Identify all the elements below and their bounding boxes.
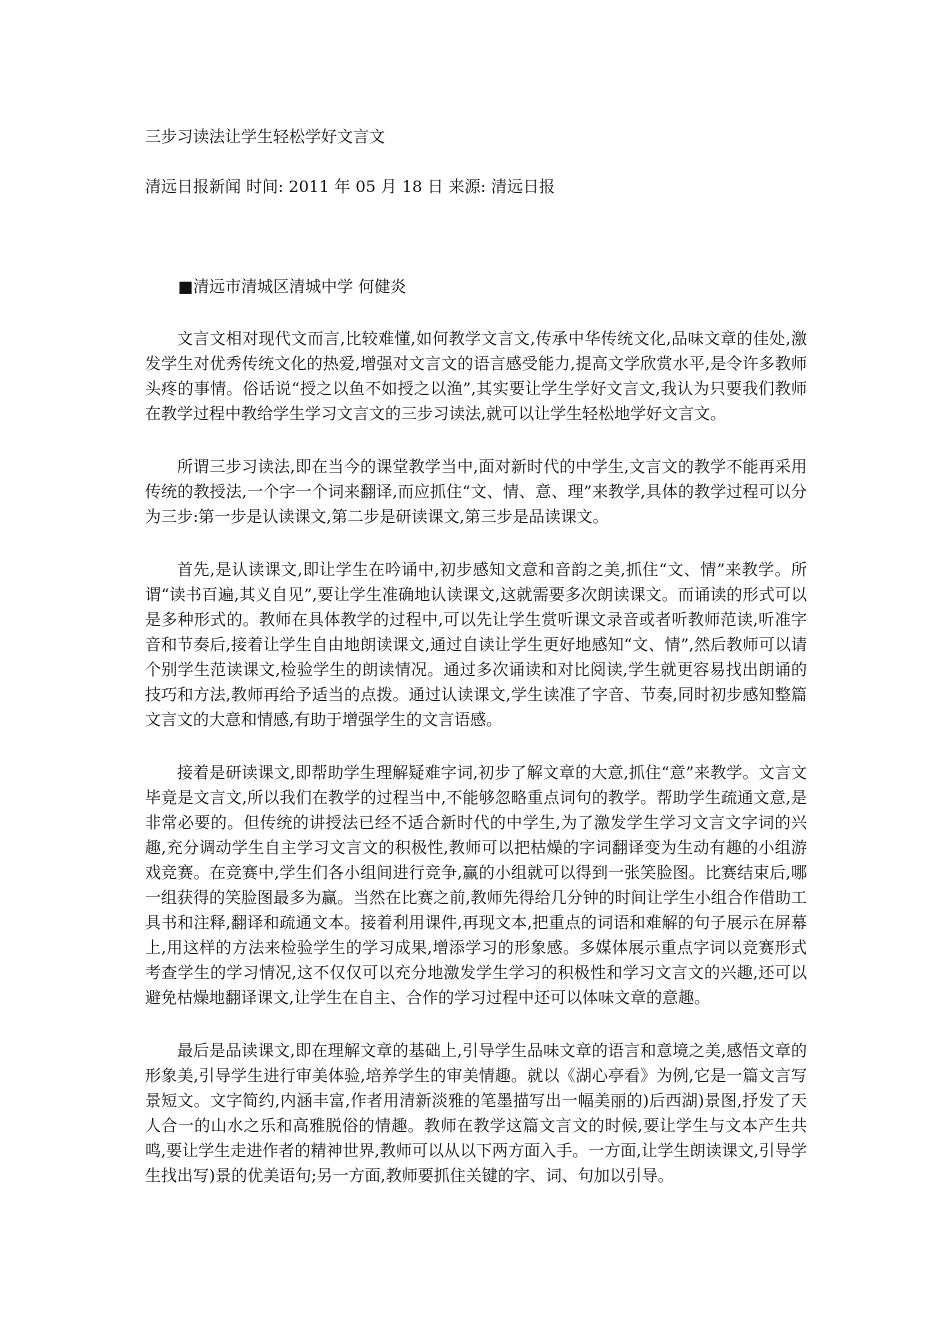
paragraph: 所谓三步习读法,即在当今的课堂教学当中,面对新时代的中学生,文言文的教学不能再采用传统的教授法,一个字一个词来翻译,而应抓住“文、情、意、理”来教学,具体的教学过程可以分为三步:第一步是认读课文,第二步是研读课文,第三步是品读课文。 [145, 457, 807, 526]
article-body [145, 326, 807, 1216]
paragraph: 首先,是认读课文,即让学生在吟诵中,初步感知文意和音韵之美,抓住“文、情”来教学。所谓“读书百遍,其义自见”,要让学生准确地认读课文,这就需要多次朗读课文。而诵读的形式可以是多种形式的。教师在具体教学的过程中,可以先让学生赏听课文录音或者听教师范读,听准字音和节奏后,接着让学生自由地朗读课文,通过自读让学生更好地感知“文、情”,然后教师可以请个别学生范读课文,检验学生的朗读情况。通过多次诵读和对比阅读,学生就更容易找出朗诵的技巧和方法,教师再给予适当的点拨。通过认读课文,学生读准了字音、节奏,同时初步感知整篇文言文的大意和情感,有助于增强学生的文言语感。 [145, 560, 807, 729]
paragraph: 最后是品读课文,即在理解文章的基础上,引导学生品味文章的语言和意境之美,感悟文章的形象美,引导学生进行审美体验,培养学生的审美情趣。就以《湖心亭看》为例,它是一篇文言写景短文。文字简约,内涵丰富,作者用清新淡雅的笔墨描写出一幅美丽的)后西湖)景图,抒发了天人合一的山水之乐和高雅脱俗的情趣。教师在教学这篇文言文的时候,要让学生与文本产生共鸣,要让学生走进作者的精神世界,教师可以从以下两方面入手。一方面,让学生朗读课文,引导学生找出写)景的优美语句;另一方面,教师要抓住关键的字、词、句加以引导。 [145, 1041, 807, 1185]
article-title: 三步习读法让学生轻松学好文言文 [145, 127, 386, 146]
article-author: ■清远市清城区清城中学 何健炎 [178, 277, 407, 296]
paragraph: 文言文相对现代文而言,比较难懂,如何教学文言文,传承中华传统文化,品味文章的佳处,激发学生对优秀传统文化的热爱,增强对文言文的语言感受能力,提高文学欣赏水平,是令许多教师头疼的事情。俗话说“授之以鱼不如授之以渔”,其实要让学生学好文言文,我认为只要我们教师在教学过程中教给学生学习文言文的三步习读法,就可以让学生轻松地学好文言文。 [145, 329, 807, 423]
paragraph: 接着是研读课文,即帮助学生理解疑难字词,初步了解文章的大意,抓住“意”来教学。文言文毕竟是文言文,所以我们在教学的过程当中,不能够忽略重点词句的教学。帮助学生疏通文意,是非常必要的。但传统的讲授法已经不适合新时代的中学生,为了激发学生学习文言文字词的兴趣,充分调动学生自主学习文言文的积极性,教师可以把枯燥的字词翻译变为生动有趣的小组游戏竞赛。在竞赛中,学生们各小组间进行竞争,赢的小组就可以得到一张笑脸图。比赛结束后,哪一组获得的笑脸图最多为赢。当然在比赛之前,教师先得给几分钟的时间让学生小组合作借助工具书和注释,翻译和疏通文本。接着利用课件,再现文本,把重点的词语和难解的句子展示在屏幕上,用这样的方法来检验学生的学习成果,增添学习的形象感。多媒体展示重点字词以竞赛形式考查学生的学习情况,这不仅仅可以充分地激发学生学习的积极性和学习文言文的兴趣,还可以避免枯燥地翻译课文,让学生在自主、合作的学习过程中还可以体味文章的意趣。 [145, 763, 807, 1007]
article-meta: 清远日报新闻 时间: 2011 年 05 月 18 日 来源: 清远日报 [145, 177, 555, 196]
